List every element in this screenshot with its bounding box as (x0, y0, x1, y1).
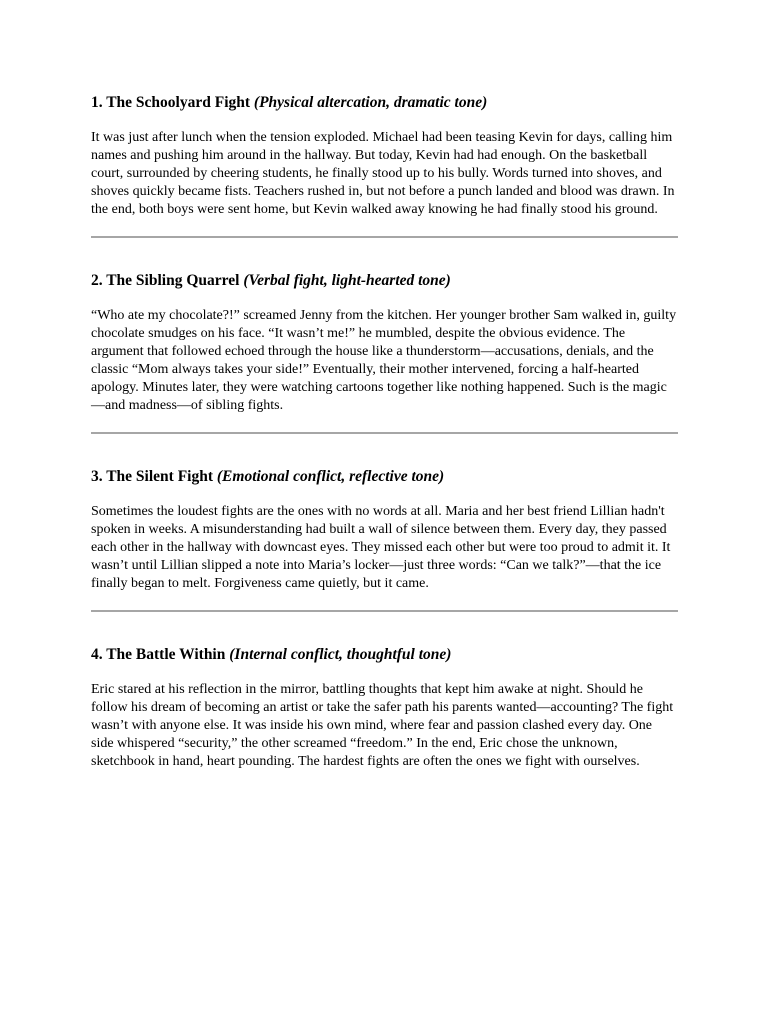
section-battle-within (91, 645, 678, 771)
section-body: Eric stared at his reflection in the mirror, battling thoughts that kept him awake at night. Should he follow his dream of becoming an artist or take the safer path his parents wanted—accounting? The fight wasn’t with anyone else. It was inside his own mind, where fear and passion clashed every day. One side whispered “security,” the other screamed “freedom.” In the end, Eric chose the unknown, sketchbook in hand, heart pounding. The hardest fights are often the ones we fight with ourselves. (91, 682, 674, 769)
section-tone: (Emotional conflict, reflective tone) (216, 468, 445, 485)
section-divider (91, 432, 678, 434)
section-silent-fight (91, 467, 678, 593)
section-title: 1. The Schoolyard Fight (91, 94, 251, 111)
section-tone: (Internal conflict, thoughtful tone) (229, 646, 452, 663)
section-tone: (Physical altercation, dramatic tone) (253, 94, 488, 111)
section-heading (91, 93, 678, 113)
document-page (91, 93, 678, 771)
section-heading (91, 271, 678, 291)
section-title: 2. The Sibling Quarrel (91, 272, 240, 289)
section-heading (91, 645, 678, 665)
section-heading (91, 467, 678, 487)
section-body: Sometimes the loudest fights are the ones with no words at all. Maria and her best friend Lillian hadn't spoken in weeks. A misunderstanding had built a wall of silence between them. Every day, they passed each other in the hallway with downcast eyes. They missed each other but were too proud to admit it. It wasn’t until Lillian slipped a note into Maria’s locker—just three words: “Can we talk?”—that the ice finally began to melt. Forgiveness came quietly, but it came. (91, 504, 671, 591)
section-title: 3. The Silent Fight (91, 468, 214, 485)
section-body: It was just after lunch when the tension exploded. Michael had been teasing Kevin for days, calling him names and pushing him around in the hallway. But today, Kevin had had enough. On the basketball court, surrounded by cheering students, he finally stood up to his bully. Words turned into shoves, and shoves quickly became fists. Teachers rushed in, but not before a punch landed and blood was drawn. In the end, both boys were sent home, but Kevin walked away knowing he had finally stood his ground. (91, 130, 675, 217)
section-divider (91, 610, 678, 612)
section-title: 4. The Battle Within (91, 646, 226, 663)
section-schoolyard-fight (91, 93, 678, 219)
section-tone: (Verbal fight, light-hearted tone) (243, 272, 451, 289)
section-divider (91, 236, 678, 238)
section-body: “Who ate my chocolate?!” screamed Jenny from the kitchen. Her younger brother Sam walked in, guilty chocolate smudges on his face. “It wasn’t me!” he mumbled, despite the obvious evidence. The argument that followed echoed through the house like a thunderstorm—accusations, denials, and the classic “Mom always takes your side!” Eventually, their mother intervened, forcing a half-hearted apology. Minutes later, they were watching cartoons together like nothing happened. Such is the magic—and madness—of sibling fights. (91, 308, 677, 413)
section-sibling-quarrel (91, 271, 678, 415)
